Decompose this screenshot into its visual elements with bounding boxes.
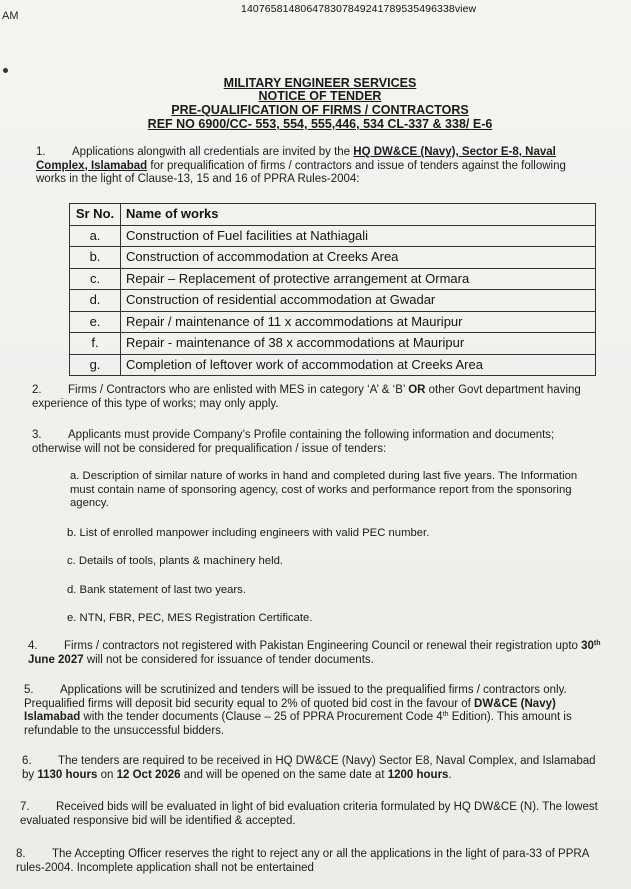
paragraph-1: 1. Applications alongwith all credentials are invited by the HQ DW&CE (Navy), Sector E-8, Naval Complex, Islamabad for prequalification of firms / contractors and issue of tenders against the following works in the light of Clause-13, 15 and 16 of PPRA Rules-2004:: [36, 146, 566, 185]
para-number: 6.: [22, 755, 32, 767]
paragraph-3: 3. Applicants must provide Company’s Profile containing the following information and documents; otherwise will not be considered for prequalification / issue of tenders:: [32, 429, 555, 455]
table-row: b. Construction of accommodation at Creeks Area: [70, 247, 596, 269]
para-number: 7.: [20, 801, 30, 813]
table-row: a. Construction of Fuel facilities at Nathiagali: [70, 225, 596, 247]
table-row: d. Construction of residential accommodation at Gwadar: [70, 290, 596, 312]
margin-dot: [3, 68, 8, 73]
table-row: f. Repair - maintenance of 38 x accommodations at Mauripur: [70, 333, 596, 355]
header-subject: PRE-QUALIFICATION OF FIRMS / CONTRACTORS: [171, 103, 469, 117]
para-number: 5.: [24, 684, 34, 696]
header-notice: NOTICE OF TENDER: [258, 89, 382, 103]
para-number: 4.: [28, 640, 38, 652]
paragraph-8: 8. The Accepting Officer reserves the right to reject any or all the applications in the light of para-33 of PPRA rules-2004. Incomplete application shall not be entertained: [16, 848, 589, 874]
paragraph-5: 5. Applications will be scrutinized and tenders will be issued to the prequalified firms / contractors only. Prequalified firms will deposit bid security equal to 2% of quoted bid cost in the favour of DW&CE (Navy) Islamabad with the tender documents (Clause – 25 of PPRA Procurement Code 4th Edition). This amount is refundable to the unsuccessful bidders.: [24, 684, 572, 737]
view-id: 14076581480647830784924178953549633​8view: [241, 3, 477, 15]
requirement-c: c. Details of tools, plants & machinery held.: [67, 555, 283, 567]
table-row: e. Repair / maintenance of 11 x accommodations at Mauripur: [70, 311, 596, 333]
requirement-a: a. Description of similar nature of works in hand and completed during last five years. The Information must contain name of sponsoring agency, cost of works and performance report from the sponsoring agency.: [70, 470, 578, 509]
requirement-b: b. List of enrolled manpower including engineers with valid PEC number.: [67, 527, 430, 539]
paragraph-4: 4. Firms / contractors not registered with Pakistan Engineering Council or renewal their registration upto 30th June 2027 will not be considered for issuance of tender documents.: [28, 640, 601, 666]
header-org: MILITARY ENGINEER SERVICES: [223, 76, 417, 90]
table-row: c. Repair – Replacement of protective arrangement at Ormara: [70, 268, 596, 290]
table-row: g. Completion of leftover work of accommodation at Creeks Area: [70, 354, 596, 376]
paragraph-7: 7. Received bids will be evaluated in light of bid evaluation criteria formulated by HQ DW&CE (N). The lowest evaluated responsive bid will be identified & accepted.: [20, 801, 598, 827]
para-number: 1.: [36, 146, 46, 158]
corner-label: AM: [2, 10, 19, 22]
para-number: 3.: [32, 429, 42, 441]
paragraph-2: 2. Firms / Contractors who are enlisted with MES in category ‘A’ & ‘B’ OR other Govt department having experience of this type of works; may only apply.: [32, 384, 581, 410]
col-work-header: Name of works: [121, 204, 596, 226]
works-table: [69, 203, 596, 376]
table-header-row: [70, 204, 596, 226]
requirement-d: d. Bank statement of last two years.: [67, 584, 246, 596]
col-sr-header: Sr No.: [70, 204, 121, 226]
requirement-e: e. NTN, FBR, PEC, MES Registration Certificate.: [67, 612, 313, 624]
para-number: 2.: [32, 384, 42, 396]
org-name: HQ DW&CE (Navy), Sector E-8, Naval Complex, Islamabad: [36, 146, 556, 172]
para-number: 8.: [16, 848, 26, 860]
org-name: DW&CE (Navy) Islamabad: [24, 697, 556, 723]
paragraph-6: 6. The tenders are required to be received in HQ DW&CE (Navy) Sector E8, Naval Complex, and Islamabad by 1130 hours on 12 Oct 2026 and will be opened on the same date at 1200 hours.: [22, 755, 596, 781]
header-ref: REF NO 6900/CC- 553, 554, 555,446, 534 CL-337 & 338/ E-6: [147, 117, 493, 131]
